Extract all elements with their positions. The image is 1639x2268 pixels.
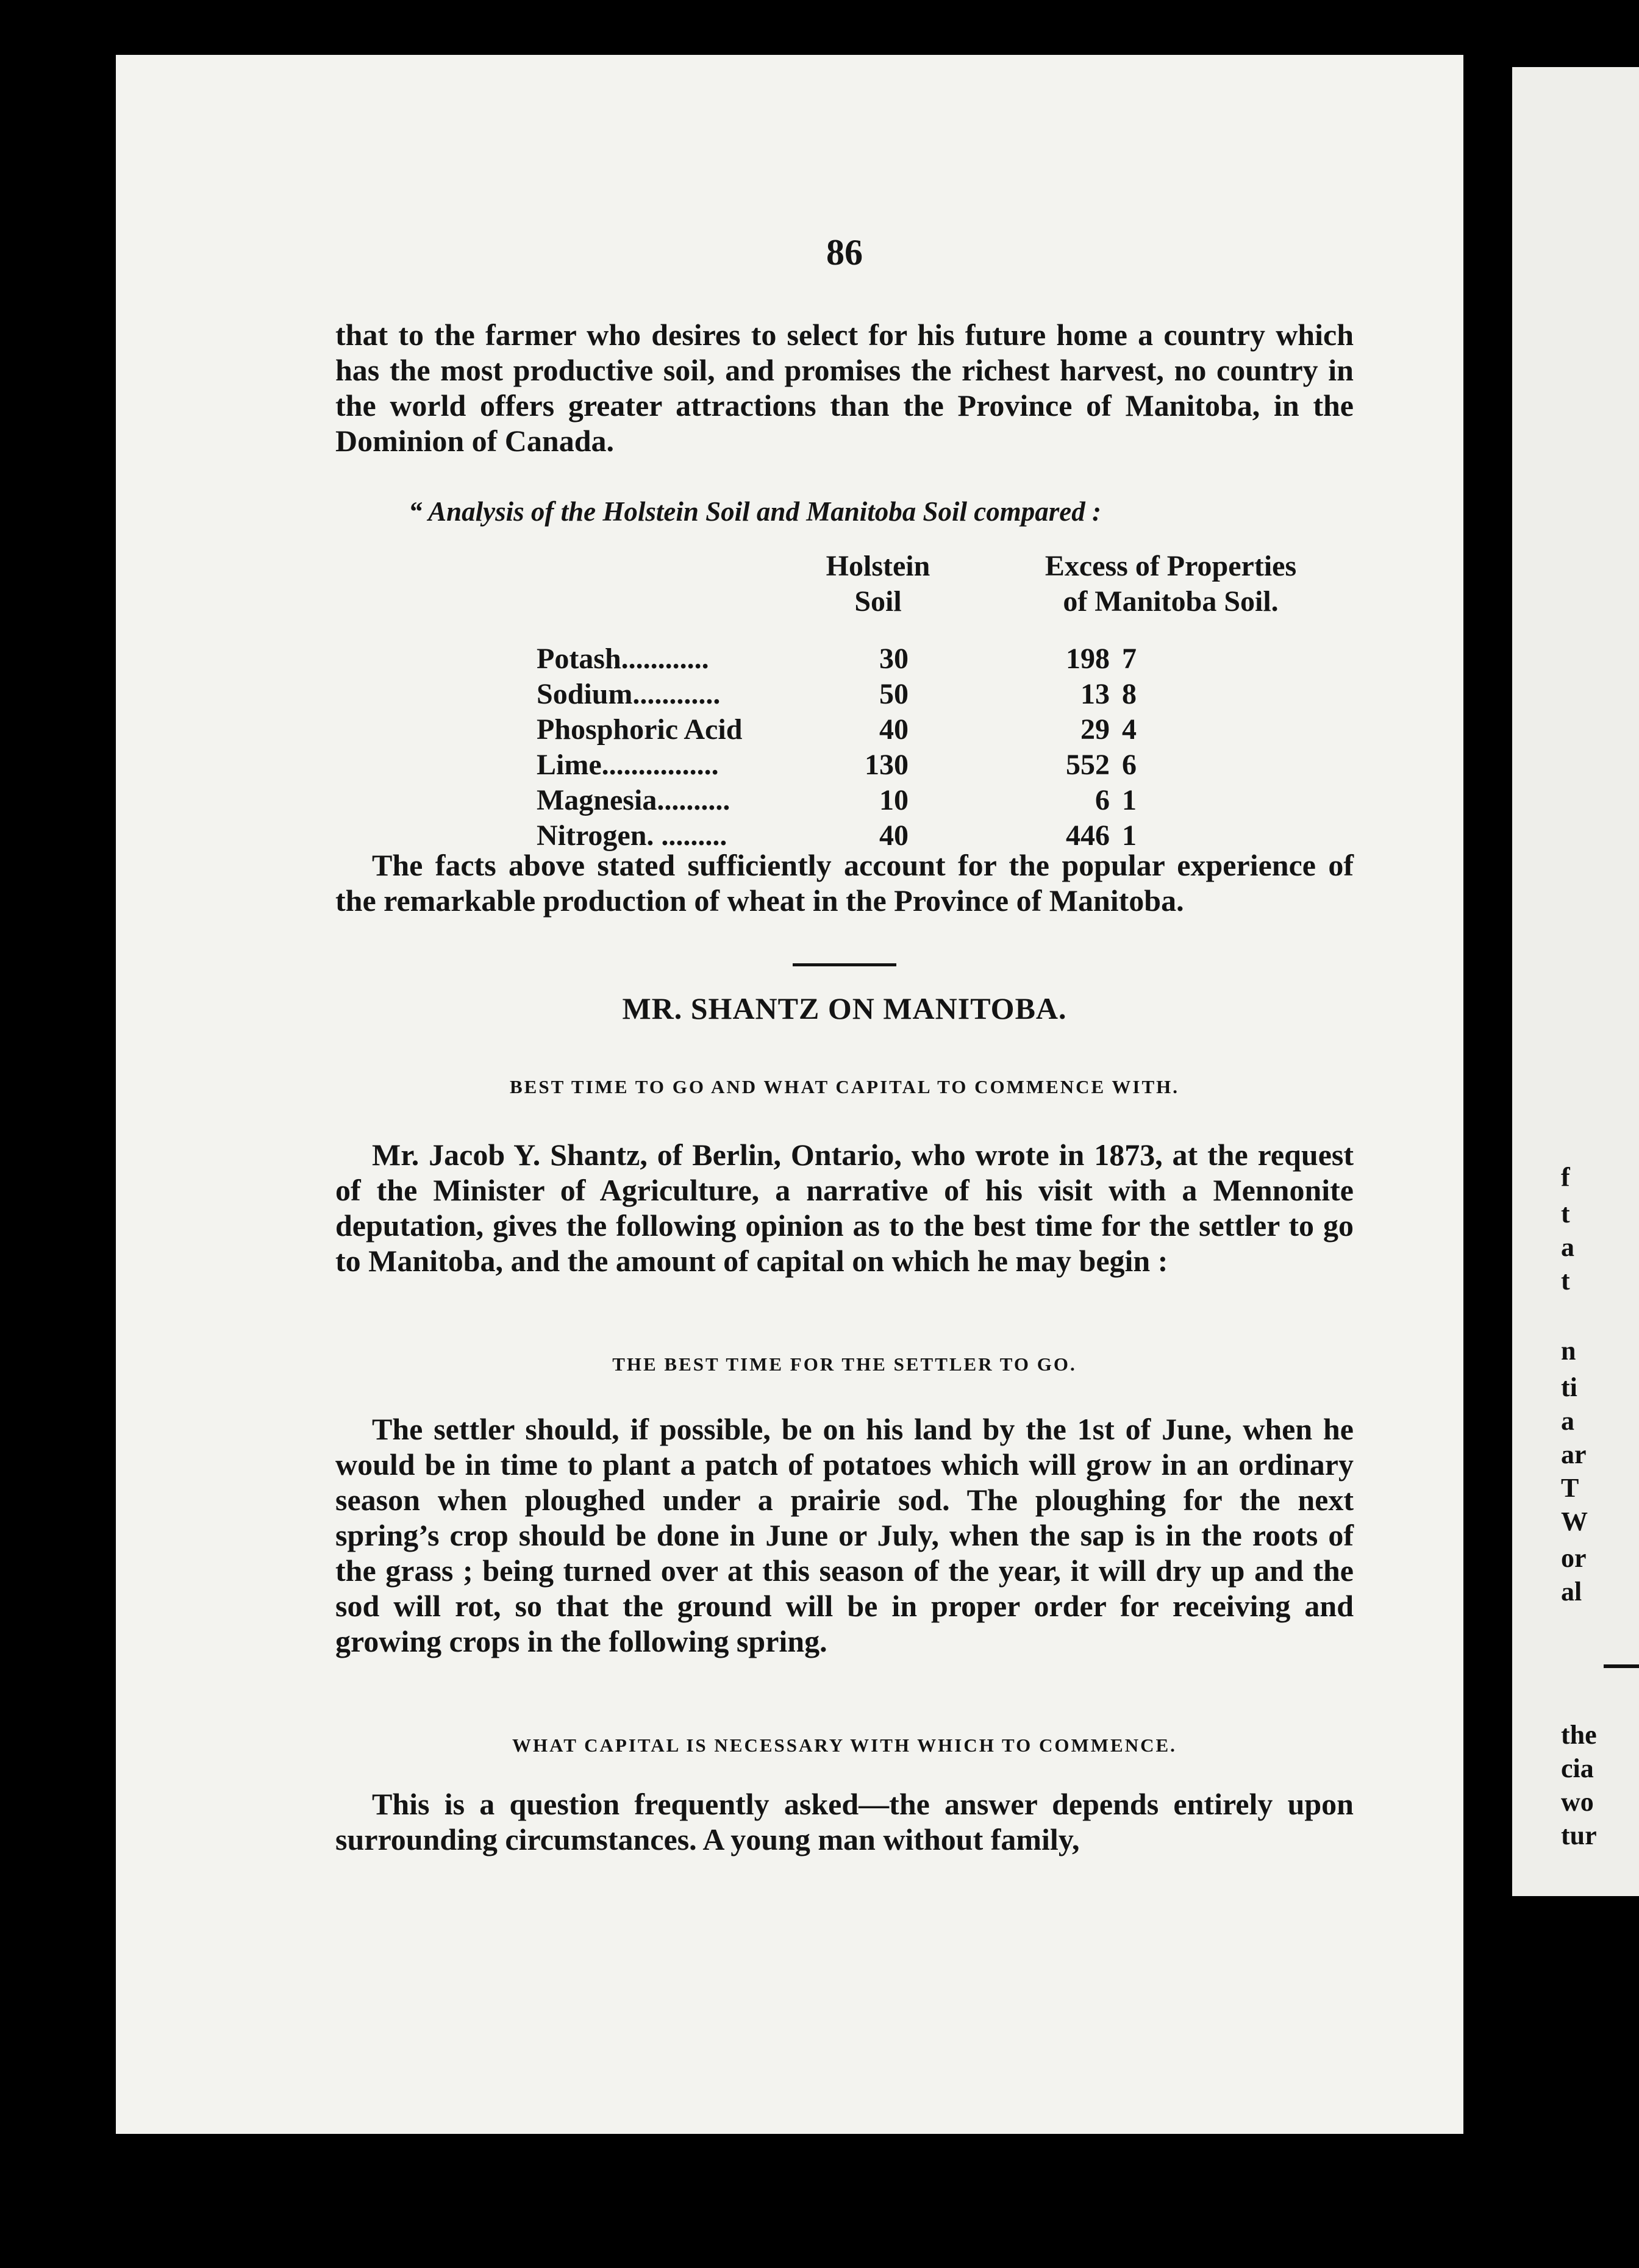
row-excess-value: 198 [1066,643,1110,675]
row-excess-decimal: 1 [1122,784,1137,816]
row-holstein-value: 40 [879,713,909,746]
row-holstein-value: 30 [879,643,909,675]
row-holstein-value: 10 [879,784,909,816]
column-header-holstein: Holstein Soil [826,550,930,618]
adjacent-page-edge [1512,67,1639,1896]
row-excess-value: 13 [1080,678,1110,710]
capital-heading: WHAT CAPITAL IS NECESSARY WITH WHICH TO COMMENCE. [512,1735,1177,1756]
section-divider [793,963,896,966]
fragment: a [1561,1232,1574,1262]
row-name: Sodium............ [537,678,721,710]
settler-paragraph: The settler should, if possible, be on his land by the 1st of June, when he would be in time to plant a patch of potatoes which will grow in an ordinary season when ploughed under a prairie sod. The ploughing for the next spring’s crop should be done in June or July, when the sap is in the roots of the grass ; being turned over at this season of the year, it will dry up and the sod will rot, so that the ground will be in proper order for receiving and growing crops in the following spring. [335,1412,1354,1658]
fragment: T [1561,1473,1579,1503]
fragment: n [1561,1336,1576,1366]
row-holstein-value: 40 [879,819,909,852]
fragment: t [1561,1199,1570,1228]
row-name: Nitrogen. ......... [537,819,727,852]
fragment: al [1561,1577,1582,1606]
row-excess-decimal: 7 [1122,643,1137,675]
fragment: W [1561,1507,1588,1536]
row-excess-value: 446 [1066,819,1110,852]
facts-paragraph: The facts above stated sufficiently account for the popular experience of the remarkable production of wheat in the Province of Manitoba. [335,848,1354,918]
capital-paragraph: This is a question frequently asked—the answer depends entirely upon surrounding circumstances. A young man without family, [335,1787,1354,1856]
row-excess-value: 6 [1095,784,1110,816]
row-excess-decimal: 1 [1122,819,1137,852]
fragment: ti [1561,1372,1577,1402]
column-header-excess-line2: of Manitoba Soil. [1063,585,1279,618]
row-name: Potash............ [537,643,709,675]
intro-paragraph: that to the farmer who desires to select for his future home a country which has the most productive soil, and promises the richest harvest, no country in the world offers greater attractions than the Province of Manitoba, in the Dominion of Canada. [335,318,1354,458]
fragment: a [1561,1406,1574,1436]
row-name: Phosphoric Acid [537,713,743,746]
best-time-heading: THE BEST TIME FOR THE SETTLER TO GO. [612,1353,1077,1375]
row-name: Magnesia.......... [537,784,730,816]
row-excess-value: 29 [1080,713,1110,746]
section-title: MR. SHANTZ ON MANITOBA. [622,991,1067,1025]
shantz-paragraph: Mr. Jacob Y. Shantz, of Berlin, Ontario, who wrote in 1873, at the request of the Minister of Agriculture, a narrative of his visit with a Mennonite deputation, gives the following opinion as to the best time for the settler to go to Manitoba, and the amount of capital on which he may begin : [335,1138,1354,1278]
fragment: f [1561,1162,1570,1192]
fragment: tur [1561,1820,1597,1850]
row-excess-decimal: 4 [1122,713,1137,746]
row-excess-decimal: 8 [1122,678,1137,710]
row-name: Lime................ [537,749,719,781]
fragment: or [1561,1543,1587,1573]
fragment: ar [1561,1439,1587,1469]
page-number: 86 [826,232,863,273]
analysis-caption: “ Analysis of the Holstein Soil and Manitoba Soil compared : [409,496,1101,527]
row-excess-decimal: 6 [1122,749,1137,781]
section-subtitle: BEST TIME TO GO AND WHAT CAPITAL TO COMMENCE WITH. [509,1076,1180,1097]
fragment: wo [1561,1787,1594,1817]
row-excess-value: 552 [1066,749,1110,781]
row-holstein-value: 50 [879,678,909,710]
row-holstein-value: 130 [865,749,909,781]
column-header-excess-line1: Excess of Properties [1044,550,1297,582]
rule-fragment [1604,1664,1639,1668]
fragment: the [1561,1720,1597,1750]
fragment: cia [1561,1753,1594,1783]
fragment: t [1561,1266,1570,1296]
